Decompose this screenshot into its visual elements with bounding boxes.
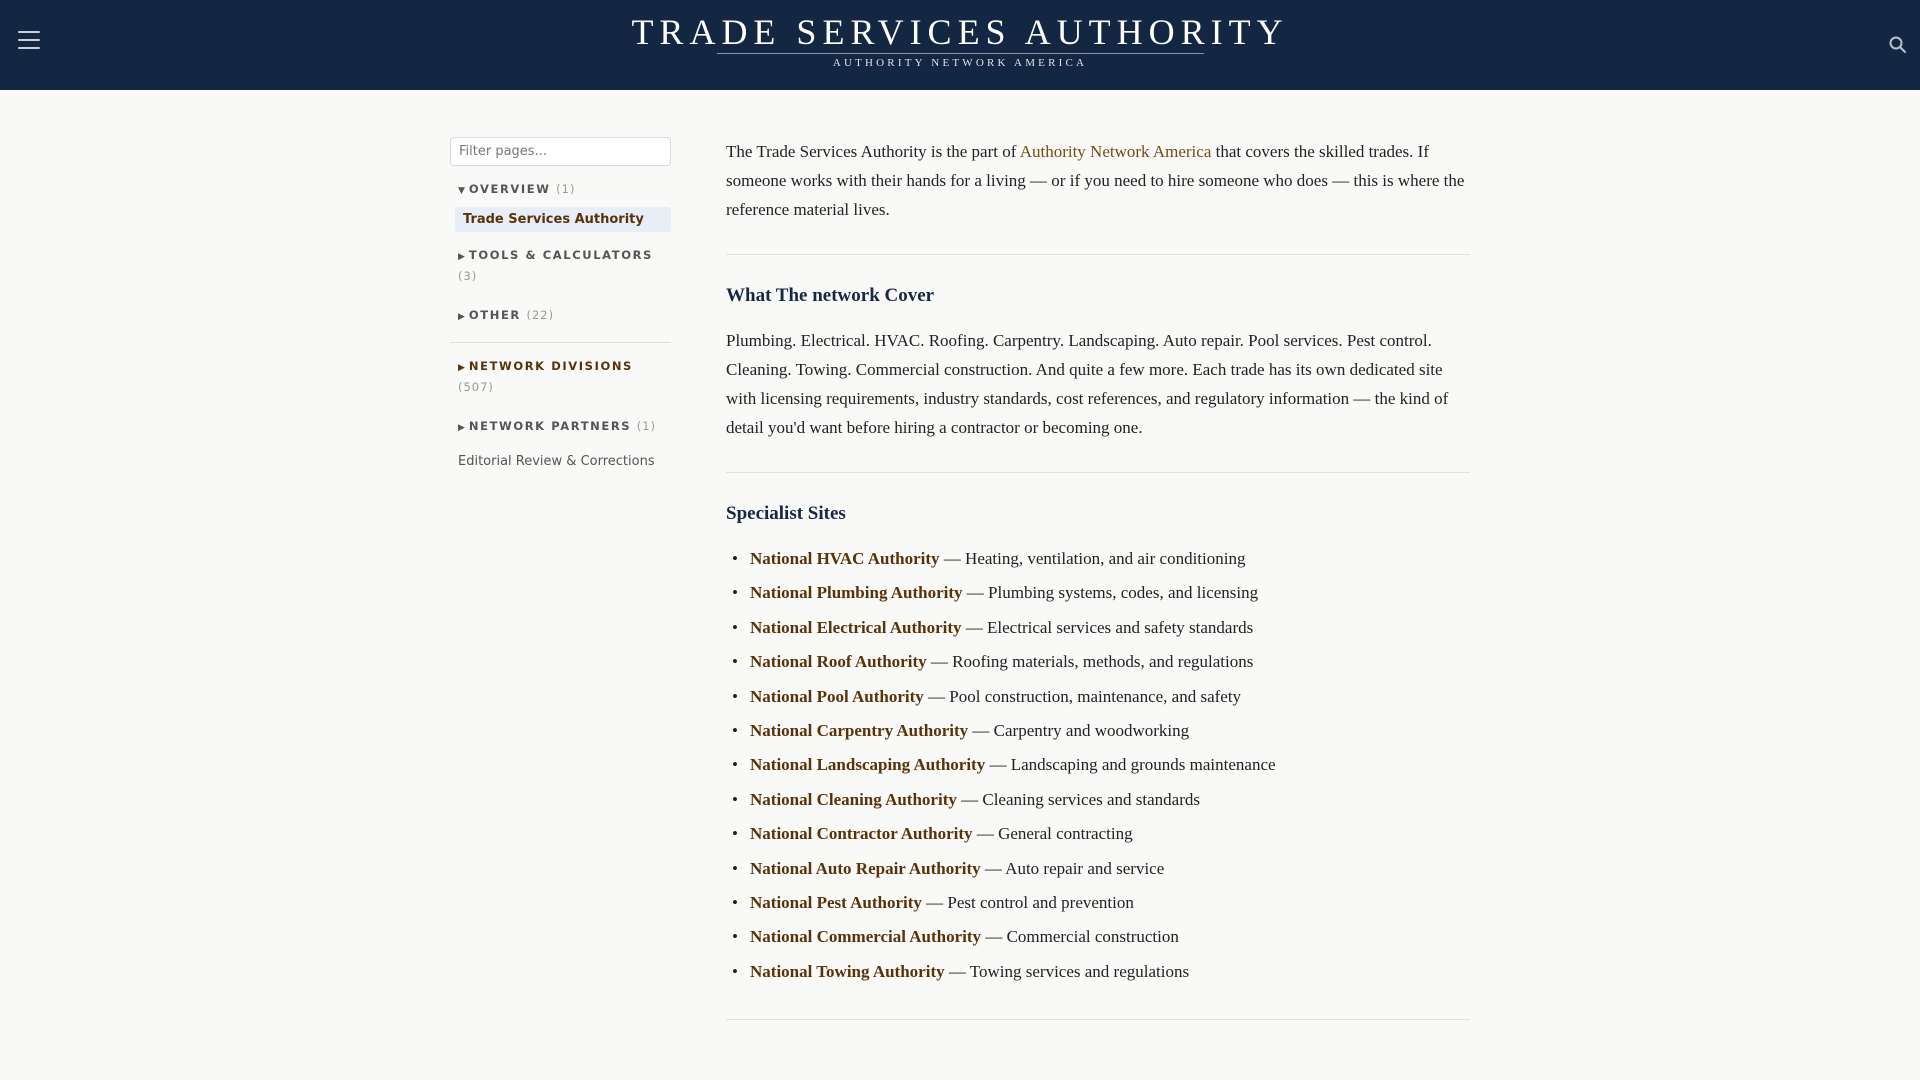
site-link[interactable]: National HVAC Authority [750, 549, 940, 568]
triangle-right-icon: ▶ [458, 363, 465, 373]
sidebar-group-overview[interactable] [458, 180, 671, 201]
list-item: • National Pest Authority — Pest control and prevention [726, 893, 1470, 927]
section-divider [726, 1019, 1470, 1020]
list-item: • National Contractor Authority — General contracting [726, 824, 1470, 858]
group-count: (3) [458, 269, 478, 283]
triangle-right-icon: ▶ [458, 252, 465, 262]
site-link[interactable]: National Commercial Authority [750, 927, 982, 947]
list-item: • National Auto Repair Authority — Auto repair and service [726, 859, 1470, 893]
group-count: (1) [556, 182, 576, 196]
section-divider [726, 472, 1470, 473]
group-header[interactable]: ▶ NETWORK DIVISIONS (507) [458, 359, 633, 394]
list-item: • National Pool Authority — Pool construction, maintenance, and safety [726, 687, 1470, 721]
specialist-sites-heading: Specialist Sites [726, 503, 846, 524]
list-item: • National Roof Authority — Roofing materials, methods, and regulations [726, 652, 1470, 686]
site-link[interactable]: National Roof Authority [750, 652, 927, 672]
site-link[interactable]: National Carpentry Authority [750, 720, 969, 740]
list-item: • National Commercial Authority — Commercial construction [726, 927, 1470, 961]
site-subtitle: AUTHORITY NETWORK AMERICA [832, 57, 1088, 69]
filter-pages-input[interactable] [450, 137, 671, 166]
sidebar-group-other[interactable] [458, 306, 671, 327]
title-rule [717, 53, 1204, 54]
site-link[interactable]: National Pest Authority [750, 892, 922, 912]
sidebar-nav [450, 137, 671, 469]
search-icon[interactable] [1888, 35, 1908, 55]
triangle-right-icon: ▶ [458, 423, 465, 433]
list-item: • National Towing Authority — Towing services and regulations [726, 962, 1470, 996]
section-divider [726, 254, 1470, 255]
sidebar-group-network-divisions[interactable] [458, 357, 648, 397]
group-count: (22) [526, 308, 555, 322]
coverage-heading: What The network Cover [726, 285, 935, 306]
sidebar-group-tools-calculators[interactable] [458, 246, 658, 286]
site-link[interactable]: National Electrical Authority [750, 617, 962, 637]
specialist-sites-list [726, 549, 1470, 996]
site-link[interactable]: National Towing Authority [750, 961, 945, 981]
top-header [0, 0, 1920, 90]
coverage-paragraph: Plumbing. Electrical. HVAC. Roofing. Carpentry. Landscaping. Auto repair. Pool services. Pest control. Cleaning. Towing. Commercial construction. And quite a few more. Each trade has its own dedicated site with licensing requirements, industry standards, cost references, and regulatory information — the kind of detail you'd want before hiring a contractor or becoming one. [726, 331, 1449, 437]
group-header[interactable]: ▼ OVERVIEW (1) [458, 182, 576, 196]
list-item: • National Carpentry Authority — Carpentry and woodworking [726, 721, 1470, 755]
group-count: (507) [458, 380, 494, 394]
intro-paragraph: The Trade Services Authority is the part of Authority Network America that covers the skilled trades. If someone works with their hands for a living — or if you need to hire someone who does — this is where the reference material lives. [726, 142, 1465, 219]
list-item: • National Plumbing Authority — Plumbing systems, codes, and licensing [726, 583, 1470, 617]
sidebar-item-trade-services-authority[interactable]: Trade Services Authority [455, 207, 671, 232]
list-item: • National Electrical Authority — Electrical services and safety standards [726, 618, 1470, 652]
list-item: • National Landscaping Authority — Landscaping and grounds maintenance [726, 755, 1470, 789]
sidebar-divider [450, 342, 671, 343]
site-brand[interactable] [0, 12, 1920, 70]
group-header[interactable]: ▶ TOOLS & CALCULATORS (3) [458, 248, 653, 283]
site-link[interactable]: National Pool Authority [750, 686, 924, 706]
group-count: (1) [636, 419, 657, 433]
site-link[interactable]: National Landscaping Authority [750, 755, 986, 775]
site-title[interactable]: TRADE SERVICES AUTHORITY [631, 12, 1289, 52]
group-header[interactable]: ▶ OTHER (22) [458, 308, 555, 322]
sidebar-group-network-partners[interactable] [458, 417, 671, 438]
main-content [726, 137, 1470, 1020]
authority-network-america-link[interactable]: Authority Network America [1019, 142, 1212, 161]
editorial-review-link[interactable]: Editorial Review & Corrections [458, 454, 655, 469]
site-link[interactable]: National Plumbing Authority [750, 583, 963, 603]
triangle-right-icon: ▶ [458, 312, 465, 322]
triangle-down-icon: ▼ [458, 186, 465, 196]
site-link[interactable]: National Cleaning Authority [750, 789, 957, 809]
list-item: • National HVAC Authority — Heating, ventilation, and air conditioning [726, 549, 1470, 583]
group-header[interactable]: ▶ NETWORK PARTNERS (1) [458, 419, 657, 433]
site-link[interactable]: National Auto Repair Authority [750, 858, 981, 878]
site-link[interactable]: National Contractor Authority [750, 824, 973, 844]
list-item: • National Cleaning Authority — Cleaning services and standards [726, 790, 1470, 824]
